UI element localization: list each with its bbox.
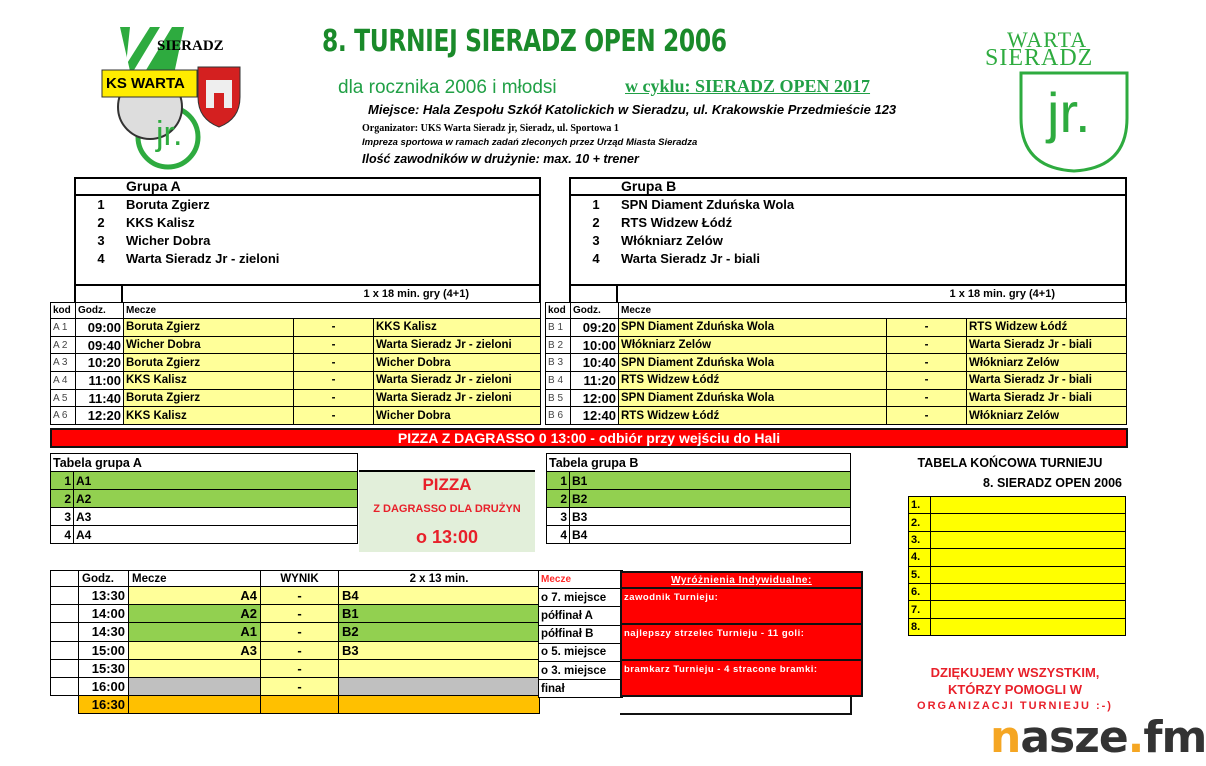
match-home-team: Boruta Zgierz [124,354,294,372]
playoff-label: o 5. miejsce [539,643,623,661]
team-number: 1 [97,197,105,212]
match-away-team: Włókniarz Zelów [967,407,1127,425]
page-title: 8. TURNIEJ SIERADZ OPEN 2006 [322,24,727,59]
match-home-team: RTS Widzew Łódź [619,407,887,425]
final-place-row [909,566,1126,583]
group-a-title: Grupa A [76,179,539,196]
match-score-separator: - [294,336,374,354]
match-score-separator: - [294,372,374,390]
match-hour: 09:20 [571,319,619,337]
final-place-team[interactable] [931,531,1126,548]
final-place-row [909,618,1126,635]
team-number: 4 [592,251,600,266]
po-label-header: Mecze [539,571,623,589]
final-place-number: 5. [909,566,931,583]
standings-team: A3 [74,508,358,526]
award-player: zawodnik Turnieju: [622,589,861,625]
match-home-team: KKS Kalisz [124,372,294,390]
playoff-labels [538,570,623,698]
match-away-team: Warta Sieradz Jr - zieloni [374,389,541,407]
final-place-number: 2. [909,514,931,531]
final-place-team[interactable] [931,583,1126,600]
playoff-row [51,659,540,677]
playoff-blank-cell [51,587,79,605]
match-code: B 4 [546,372,571,390]
thanks-line-1: DZIĘKUJEMY WSZYSTKIM, [930,665,1100,680]
match-hour: 09:40 [76,336,124,354]
match-home-team: Boruta Zgierz [124,319,294,337]
match-home-team: Wicher Dobra [124,336,294,354]
group-b-panel [569,177,1127,304]
final-place-number: 4. [909,549,931,566]
pizza-title: PIZZA [422,475,472,494]
standings-row [51,490,358,508]
awards-footer-line [620,697,852,715]
playoff-label-row [539,643,623,661]
match-row [51,389,541,407]
playoff-label: półfinał A [539,607,623,625]
match-code: B 2 [546,336,571,354]
playoff-hour: 13:30 [79,587,129,605]
standings-position: 1 [51,472,74,490]
playoff-hour: 14:00 [79,605,129,623]
warta-sieradz-jr-logo [985,25,1140,170]
playoff-row [51,641,540,659]
standings-position: 3 [51,508,74,526]
team-number: 2 [97,215,105,230]
group-a-matches-table [50,302,541,425]
match-row [51,319,541,337]
brand-dot: . [1127,712,1144,763]
group-team-row [571,250,1125,268]
standings-row [51,526,358,544]
standings-position: 4 [51,526,74,544]
playoff-home: A1 [129,623,261,641]
playoff-label-row [539,625,623,643]
po-result-header: WYNIK [261,571,339,587]
match-code: A 1 [51,319,76,337]
team-number: 3 [97,233,105,248]
final-table-subtitle: 8. SIERADZ OPEN 2006 [983,476,1122,490]
playoff-home: A2 [129,605,261,623]
team-name: Boruta Zgierz [126,197,210,212]
sponsor-text: Impreza sportowa w ramach zadań zleconych przez Urząd Miasta Sieradza [362,137,698,148]
group-b-format: 1 x 18 min. gry (4+1) [949,288,1055,300]
playoff-score: - [261,659,339,677]
playoff-label: o 7. miejsce [539,589,623,607]
match-away-team: Warta Sieradz Jr - biali [967,372,1127,390]
thanks-line-2: KTÓRZY POMOGLI W [947,682,1083,697]
team-name: RTS Widzew Łódź [621,215,733,230]
match-code: B 5 [546,389,571,407]
team-name: Warta Sieradz Jr - biali [621,251,760,266]
match-hour: 10:40 [571,354,619,372]
standings-team: A2 [74,490,358,508]
final-place-team[interactable] [931,618,1126,635]
playoff-home [129,677,261,695]
logo-sieradz-text: SIERADZ [157,38,224,54]
playoff-away: B2 [339,623,540,641]
venue-text: Miejsce: Hala Zespołu Szkół Katolickich w Sieradzu, ul. Krakowskie Przedmieście 123 [368,102,897,117]
final-place-number: 6. [909,583,931,600]
group-team-row [76,232,539,250]
match-code: A 4 [51,372,76,390]
playoff-label: o 3. miejsce [539,661,623,679]
match-away-team: Włókniarz Zelów [967,354,1127,372]
standings-row [51,472,358,490]
team-number: 2 [592,215,600,230]
playoff-home [129,696,261,714]
playoff-away [339,677,540,695]
match-row [51,336,541,354]
match-home-team: SPN Diament Zduńska Wola [619,389,887,407]
group-team-row [76,196,539,214]
logo-sieradz-text: SIERADZ [985,45,1094,71]
final-place-number: 8. [909,618,931,635]
match-away-team: RTS Widzew Łódź [967,319,1127,337]
standings-position: 3 [547,508,570,526]
final-place-team[interactable] [931,514,1126,531]
standings-team: B4 [570,526,851,544]
organizer-text: Organizator: UKS Warta Sieradz jr, Sieradz, ul. Sportowa 1 [362,123,619,134]
playoff-label-row [539,680,623,698]
match-away-team: Warta Sieradz Jr - zieloni [374,336,541,354]
standings-row [547,472,851,490]
playoff-row [51,696,540,714]
playoff-blank-cell [51,677,79,695]
match-hour: 10:20 [76,354,124,372]
playoff-score [261,696,339,714]
team-name: Włókniarz Zelów [621,233,723,248]
match-score-separator: - [887,354,967,372]
playoff-home: A3 [129,641,261,659]
standings-position: 1 [547,472,570,490]
playoff-score: - [261,623,339,641]
hour-header: Godz. [571,303,619,319]
nasze-fm-watermark [990,712,1206,763]
playoff-hour: 14:30 [79,623,129,641]
playoff-score: - [261,677,339,695]
final-place-number: 1. [909,497,931,514]
standings-team: A4 [74,526,358,544]
thanks-line-3: ORGANIZACJI TURNIEJU :-) [917,700,1113,712]
match-away-team: Warta Sieradz Jr - biali [967,336,1127,354]
brand-n: n [990,712,1021,763]
match-home-team: SPN Diament Zduńska Wola [619,354,887,372]
ks-warta-logo [100,25,250,170]
match-code: A 2 [51,336,76,354]
standings-b-title: Tabela grupa B [547,454,851,472]
match-row [546,336,1127,354]
match-score-separator: - [887,319,967,337]
match-row [51,407,541,425]
kod-header: kod [51,303,76,319]
group-b-matches-table [545,302,1127,425]
group-team-row [76,214,539,232]
group-b-title: Grupa B [571,179,1125,196]
match-score-separator: - [294,319,374,337]
playoff-blank-cell [51,641,79,659]
brand-fm: fm [1143,712,1206,763]
match-away-team: Warta Sieradz Jr - biali [967,389,1127,407]
match-code: A 3 [51,354,76,372]
playoff-away: B3 [339,641,540,659]
standings-group-b [546,453,851,544]
match-home-team: Boruta Zgierz [124,389,294,407]
playoff-table [50,570,540,714]
playoff-away: B4 [339,587,540,605]
match-row [546,354,1127,372]
playoff-away: B1 [339,605,540,623]
logo-warta-text: WARTA [1007,27,1088,52]
team-number: 1 [592,197,600,212]
thanks-message [890,664,1140,715]
po-matches-header: Mecze [129,571,261,587]
match-home-team: RTS Widzew Łódź [619,372,887,390]
awards-box [620,571,863,697]
match-hour: 11:20 [571,372,619,390]
team-number: 3 [592,233,600,248]
pizza-banner: PIZZA Z DAGRASSO 0 13:00 - odbiór przy wejściu do Hali [50,428,1128,448]
final-place-row [909,583,1126,600]
match-code: A 6 [51,407,76,425]
match-away-team: KKS Kalisz [374,319,541,337]
final-place-row [909,601,1126,618]
playoff-label: finał [539,680,623,698]
playoff-blank-cell [51,623,79,641]
playoff-row [51,677,540,695]
final-place-number: 7. [909,601,931,618]
playoff-hour: 16:30 [79,696,129,714]
match-home-team: KKS Kalisz [124,407,294,425]
team-number: 4 [97,251,105,266]
final-table-title: TABELA KOŃCOWA TURNIEJU [917,456,1103,470]
playoff-row [51,587,540,605]
playoff-home [129,659,261,677]
match-score-separator: - [887,389,967,407]
standings-position: 2 [547,490,570,508]
brand-asze: asze [1020,712,1128,763]
match-row [546,319,1127,337]
team-name: Wicher Dobra [126,233,211,248]
playoff-away [339,659,540,677]
pizza-subtitle: Z DAGRASSO DLA DRUŻYN [373,503,521,515]
playoff-hour: 15:30 [79,659,129,677]
hour-header: Godz. [76,303,124,319]
match-away-team: Wicher Dobra [374,407,541,425]
standings-team: B1 [570,472,851,490]
award-scorer: najlepszy strzelec Turnieju - 11 goli: [622,625,861,661]
playoff-hour: 15:00 [79,641,129,659]
playoff-row [51,605,540,623]
playoff-blank-cell [51,696,79,714]
playoff-label-row [539,661,623,679]
group-a-panel [74,177,541,304]
award-goalkeeper: bramkarz Turnieju - 4 stracone bramki: [624,664,818,675]
match-code: B 6 [546,407,571,425]
match-hour: 11:00 [76,372,124,390]
match-code: B 3 [546,354,571,372]
final-place-row [909,497,1126,514]
playoff-home: A4 [129,587,261,605]
po-hour-header: Godz. [79,571,129,587]
match-hour: 09:00 [76,319,124,337]
final-place-team[interactable] [931,566,1126,583]
final-place-team[interactable] [931,549,1126,566]
match-hour: 12:00 [571,389,619,407]
playoff-hour: 16:00 [79,677,129,695]
match-code: B 1 [546,319,571,337]
final-place-team[interactable] [931,601,1126,618]
logo-ks-warta-text: KS WARTA [106,75,185,92]
players-limit-text: Ilość zawodników w drużynie: max. 10 + trener [362,152,639,166]
standings-row [51,508,358,526]
match-score-separator: - [887,372,967,390]
logo-jr-text: jr. [1047,81,1091,144]
match-home-team: SPN Diament Zduńska Wola [619,319,887,337]
standings-team: B3 [570,508,851,526]
match-score-separator: - [294,354,374,372]
match-away-team: Warta Sieradz Jr - zieloni [374,372,541,390]
match-home-team: Włókniarz Zelów [619,336,887,354]
match-row [546,407,1127,425]
standings-position: 2 [51,490,74,508]
match-hour: 10:00 [571,336,619,354]
match-row [51,354,541,372]
playoff-blank-cell [51,659,79,677]
playoff-row [51,623,540,641]
match-away-team: Wicher Dobra [374,354,541,372]
group-team-row [571,214,1125,232]
match-score-separator: - [887,336,967,354]
final-place-row [909,531,1126,548]
pizza-info-box [359,470,535,552]
final-place-number: 3. [909,531,931,548]
match-row [546,389,1127,407]
logo-jr-text: jr. [156,115,183,153]
match-row [546,372,1127,390]
po-format-header: 2 x 13 min. [339,571,540,587]
group-team-row [571,232,1125,250]
final-standings-table [908,496,1126,636]
playoff-score: - [261,605,339,623]
group-a-format: 1 x 18 min. gry (4+1) [363,288,469,300]
standings-row [547,526,851,544]
group-team-row [571,196,1125,214]
awards-title: Wyróżnienia Indywidualne: [622,573,861,589]
final-place-row [909,514,1126,531]
match-hour: 12:40 [571,407,619,425]
subtitle: dla rocznika 2006 i młodsi [338,77,557,98]
standings-group-a [50,453,358,544]
team-name: KKS Kalisz [126,215,195,230]
playoff-label-row [539,607,623,625]
match-row [51,372,541,390]
playoff-blank-cell [51,605,79,623]
kod-header: kod [546,303,571,319]
final-place-team[interactable] [931,497,1126,514]
playoff-away [339,696,540,714]
group-team-row [76,250,539,268]
playoff-label-row [539,589,623,607]
standings-row [547,490,851,508]
match-code: A 5 [51,389,76,407]
standings-team: B2 [570,490,851,508]
match-score-separator: - [887,407,967,425]
match-hour: 11:40 [76,389,124,407]
standings-position: 4 [547,526,570,544]
pizza-time: o 13:00 [415,527,479,547]
cycle-link[interactable]: w cyklu: SIERADZ OPEN 2017 [625,76,871,96]
standings-row [547,508,851,526]
match-score-separator: - [294,407,374,425]
matches-header: Mecze [619,303,1127,319]
team-name: Warta Sieradz Jr - zieloni [126,251,280,266]
playoff-score: - [261,641,339,659]
playoff-label: półfinał B [539,625,623,643]
match-hour: 12:20 [76,407,124,425]
standings-a-title: Tabela grupa A [51,454,358,472]
playoff-score: - [261,587,339,605]
standings-team: A1 [74,472,358,490]
matches-header: Mecze [124,303,541,319]
team-name: SPN Diament Zduńska Wola [621,197,795,212]
match-score-separator: - [294,389,374,407]
final-place-row [909,549,1126,566]
